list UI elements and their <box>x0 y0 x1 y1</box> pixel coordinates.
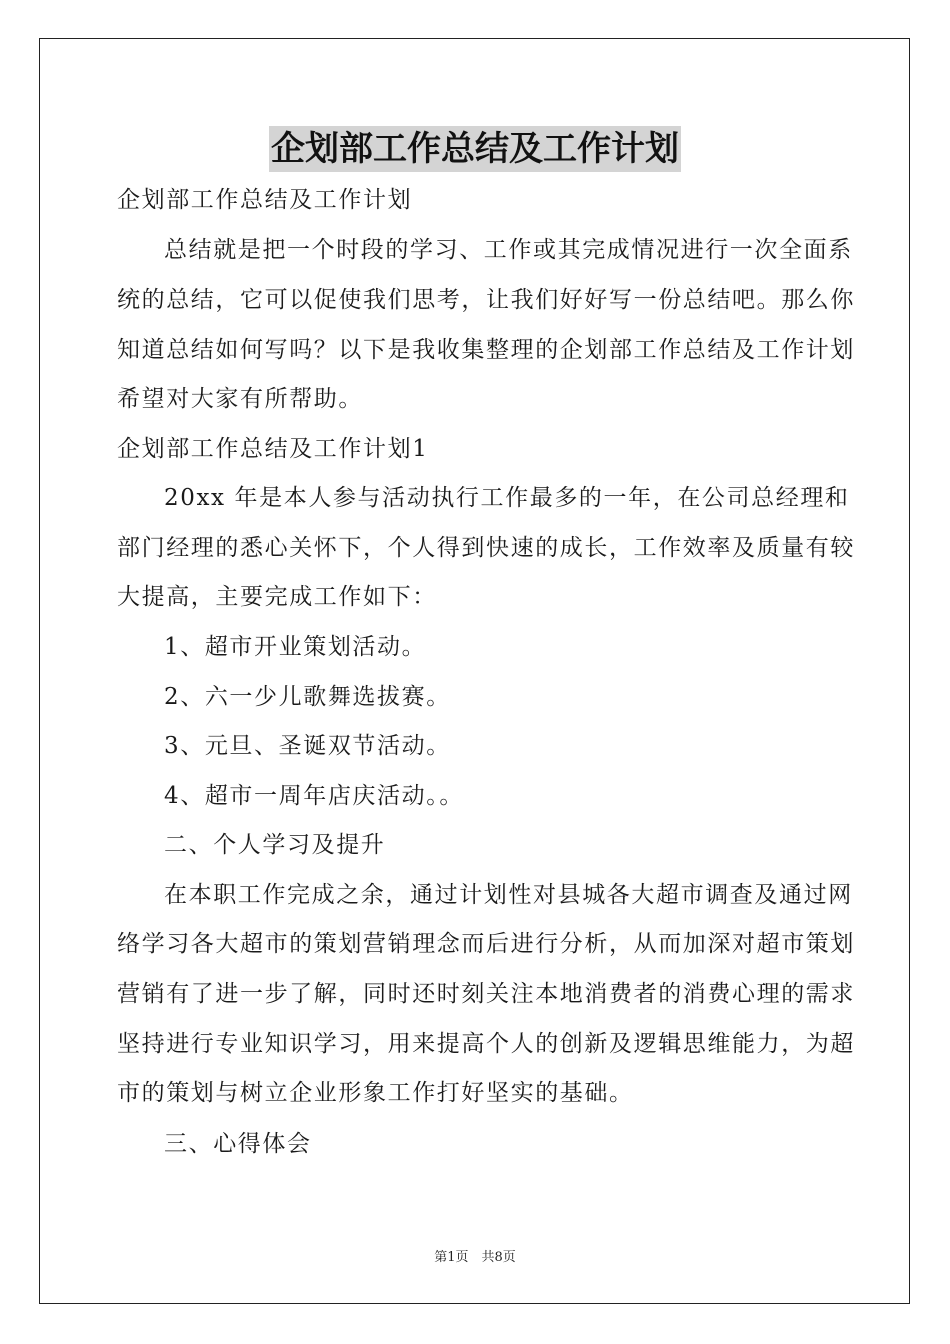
body-line: 营销有了进一步了解，同时还时刻关注本地消费者的消费心理的需求 <box>117 981 855 1007</box>
document-title: 企划部工作总结及工作计划 <box>269 126 681 172</box>
list-item: 1、超市开业策划活动。 <box>164 634 427 660</box>
body-line: 总结就是把一个时段的学习、工作或其完成情况进行一次全面系 <box>164 237 853 263</box>
body-line: 统的总结，它可以促使我们思考，让我们好好写一份总结吧。那么你 <box>117 287 855 313</box>
page-border <box>39 38 910 1304</box>
list-item: 4、超市一周年店庆活动。。 <box>164 783 464 809</box>
body-line: 希望对大家有所帮助。 <box>117 386 363 412</box>
body-line: 络学习各大超市的策划营销理念而后进行分析，从而加深对超市策划 <box>117 931 855 957</box>
body-line: 部门经理的悉心关怀下，个人得到快速的成长，工作效率及质量有较 <box>117 535 855 561</box>
body-line: 市的策划与树立企业形象工作打好坚实的基础。 <box>117 1080 634 1106</box>
body-line: 知道总结如何写吗？以下是我收集整理的企划部工作总结及工作计划 <box>117 337 855 363</box>
list-item: 2、六一少儿歌舞选拔赛。 <box>164 684 451 710</box>
page-number: 第1页 共8页 <box>434 1250 516 1265</box>
body-line: 坚持进行专业知识学习，用来提高个人的创新及逻辑思维能力，为超 <box>117 1031 855 1057</box>
body-line: 20xx 年是本人参与活动执行工作最多的一年，在公司总经理和 <box>164 485 850 511</box>
body-line: 在本职工作完成之余，通过计划性对县城各大超市调查及通过网 <box>164 882 853 908</box>
body-line: 大提高，主要完成工作如下： <box>117 584 437 610</box>
title-wrap <box>0 126 950 172</box>
list-item: 3、元旦、圣诞双节活动。 <box>164 733 451 759</box>
subtitle-line: 企划部工作总结及工作计划 <box>117 187 413 213</box>
section-heading: 二、个人学习及提升 <box>164 832 386 858</box>
section-heading: 企划部工作总结及工作计划1 <box>117 436 429 462</box>
section-heading: 三、心得体会 <box>164 1131 312 1157</box>
